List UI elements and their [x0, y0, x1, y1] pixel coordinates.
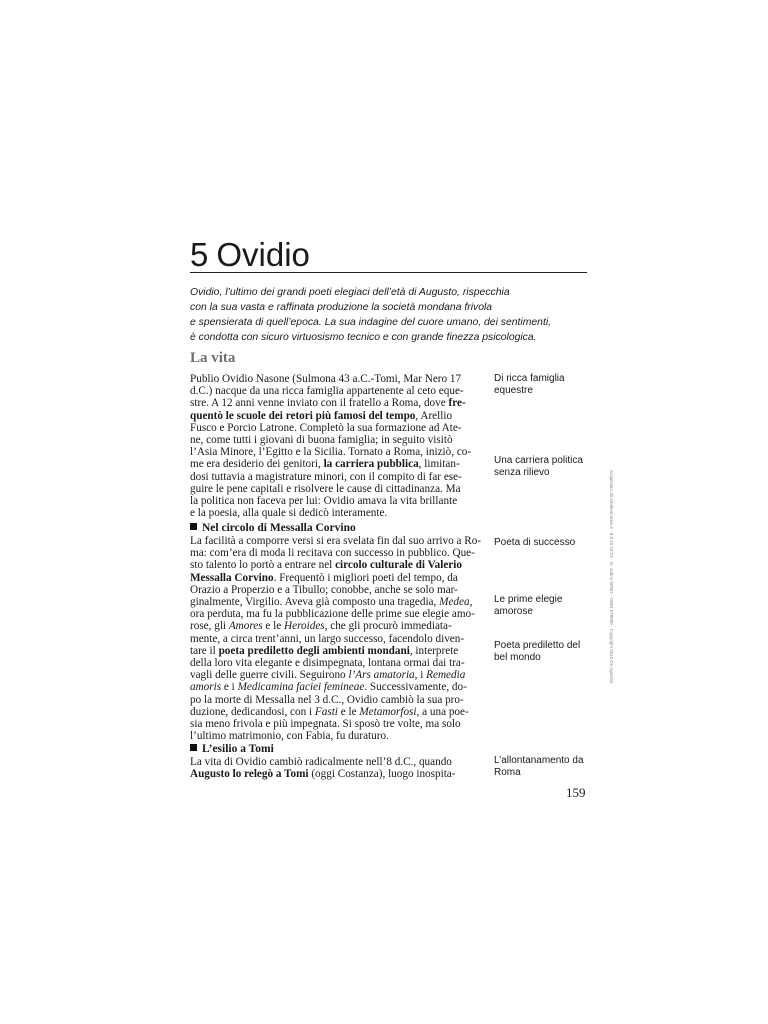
- text-line: tare il poeta prediletto degli ambienti mondani, interprete: [190, 644, 459, 657]
- text-line: po la morte di Messalla nel 3 d.C., Ovidio cambiò la sua pro-: [190, 693, 464, 706]
- paragraph-messalla: [190, 535, 490, 742]
- text-line: ora perduta, ma fu la pubblicazione delle prime sue elegie amo-: [190, 608, 475, 621]
- text-line: amoris e i Medicamina faciei femineae. Successivamente, do-: [190, 681, 467, 694]
- subheading-messalla: Nel circolo di Messalla Corvino: [190, 522, 356, 534]
- text-line: Fusco e Porcio Latrone. Completò la sua formazione ad Ate-: [190, 421, 462, 434]
- text-line: della loro vita elegante e disimpegnata, lontana ormai dai tra-: [190, 657, 465, 670]
- text-line: La vita di Ovidio cambiò radicalmente nell’8 d.C., quando: [190, 756, 452, 768]
- margin-note: Di ricca famiglia equestre: [494, 373, 565, 396]
- intro-line: e spensierata di quell’epoca. La sua indagine del cuore umano, dei sentimenti,: [190, 317, 552, 328]
- text-line: la politica non faceva per lui: Ovidio amava la vita brillante: [190, 495, 458, 508]
- text-line: d.C.) nacque da una ricca famiglia appartenente al ceto eque-: [190, 385, 464, 398]
- margin-note: L’allontanamento da Roma: [494, 755, 584, 778]
- text-line: guire le pene capitali e risolvere le cause di cittadinanza. Ma: [190, 482, 461, 495]
- margin-note: Una carriera politica senza rilievo: [494, 455, 583, 478]
- paragraph-vita: [190, 373, 490, 519]
- text-line: l’Asia Minore, l’Egitto e la Sicilia. Tornato a Roma, iniziò, co-: [190, 446, 472, 459]
- margin-note: Poeta prediletto del bel mondo: [494, 640, 581, 663]
- text-line: Augusto lo relegò a Tomi (oggi Costanza), luogo inospita-: [190, 768, 456, 781]
- paragraph-esilio: [190, 756, 490, 780]
- text-line: Orazio a Properzio e a Tibullo; conobbe, anche se solo mar-: [190, 583, 458, 596]
- section-heading: La vita: [190, 350, 236, 366]
- square-bullet-icon: [190, 744, 197, 751]
- square-bullet-icon: [190, 523, 197, 530]
- text-line: rose, gli Amores e le Heroides, che gli procurò immediata-: [190, 620, 452, 633]
- text-line: duzione, dedicandosi, con i Fasti e le Metamorfosi, a una poe-: [190, 705, 469, 718]
- text-line: l’ultimo matrimonio, con Fabia, fu duraturo.: [190, 730, 389, 743]
- chapter-number: 5: [190, 236, 209, 273]
- text-line: mente, a circa trent’anni, un largo successo, facendolo diven-: [190, 632, 465, 645]
- margin-note: Poeta di successo: [494, 537, 576, 548]
- text-line: quentò le scuole dei retori più famosi del tempo, Arellio: [190, 409, 453, 422]
- text-line: vagli delle guerre civili. Seguirono l’Ars amatoria, i Remedia: [190, 669, 466, 682]
- intro-line: è condotta con sicuro virtuosismo tecnico e con grande finezza psicologica.: [190, 332, 537, 343]
- intro-line: Ovidio, l’ultimo dei grandi poeti elegiaci dell’età di Augusto, rispecchia: [190, 287, 510, 298]
- subheading-esilio: L’esilio a Tomi: [190, 743, 274, 755]
- text-line: dosi tuttavia a magistrature minori, con il compito di far ese-: [190, 470, 462, 483]
- text-line: ma: com’era di moda li recitava con successo in pubblico. Que-: [190, 547, 475, 560]
- vertical-note: Acquistato da studenti.unito.it - 8.9.16 16:23 - N. ordine 00987 - ISBN 978880 - Copyright 2015 De Agostini: [609, 470, 614, 684]
- chapter-intro: [190, 285, 590, 345]
- text-line: e la poesia, alla quale si dedicò interamente.: [190, 507, 388, 520]
- text-line: me era desiderio dei genitori, la carriera pubblica, limitan-: [190, 458, 460, 471]
- chapter-title: [190, 238, 587, 273]
- intro-line: con la sua vasta e raffinata produzione la società mondana frivola: [190, 302, 493, 313]
- text-line: sto talento lo portò a entrare nel circolo culturale di Valerio: [190, 559, 462, 572]
- text-line: La facilità a comporre versi si era svelata fin dal suo arrivo a Ro-: [190, 535, 482, 547]
- margin-note: Le prime elegie amorose: [494, 594, 563, 617]
- text-line: stre. A 12 anni venne inviato con il fratello a Roma, dove fre-: [190, 397, 466, 410]
- text-line: sia meno frivola e più impegnata. Si sposò tre volte, ma solo: [190, 718, 461, 731]
- text-line: ne, come tutti i giovani di buona famiglia; in seguito visitò: [190, 434, 453, 447]
- text-line: Publio Ovidio Nasone (Sulmona 43 a.C.-Tomi, Mar Nero 17: [190, 373, 462, 385]
- text-line: ginalmente, Virgilio. Aveva già composto una tragedia, Medea,: [190, 596, 473, 609]
- chapter-name: Ovidio: [216, 236, 310, 273]
- text-line: Messalla Corvino. Frequentò i migliori poeti del tempo, da: [190, 571, 458, 584]
- page-number: 159: [566, 785, 586, 800]
